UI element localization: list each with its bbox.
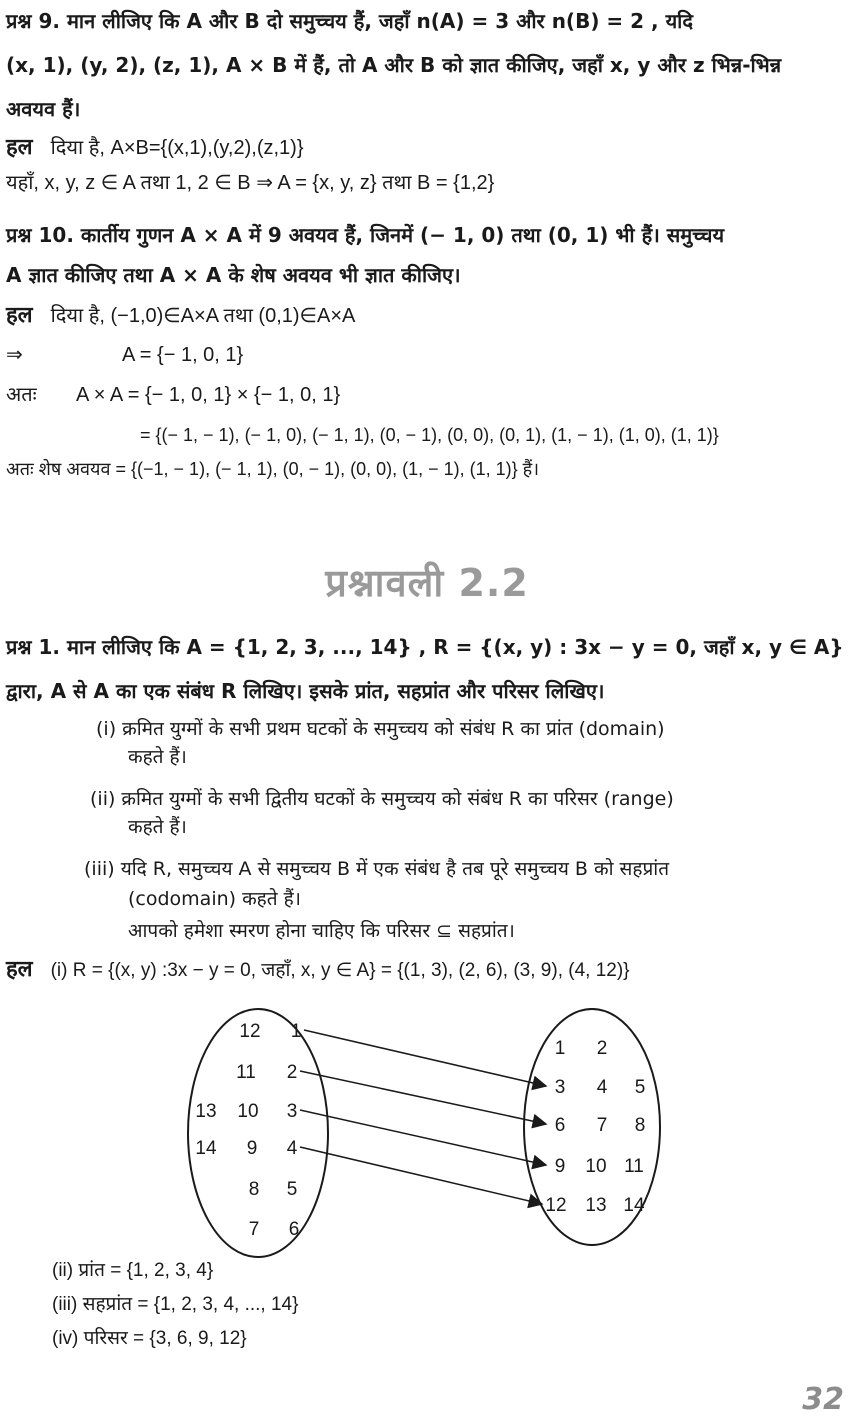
set-a-element: 2 — [286, 1062, 298, 1083]
set-b-element: 14 — [623, 1195, 645, 1216]
set-a-element: 4 — [286, 1138, 298, 1159]
set-a-element: 7 — [248, 1219, 260, 1240]
ex1-line-2: द्वारा, A से A का एक संबंध R लिखिए। इसके प्रांत, सहप्रांत और परिसर लिखिए। — [6, 679, 605, 703]
hal-label: हल — [6, 957, 33, 982]
q10-solution-2 — [6, 342, 243, 368]
set-b-element: 4 — [596, 1077, 608, 1098]
q9-solution-1-text: दिया है, A×B={(x,1),(y,2),(z,1)} — [50, 137, 304, 159]
q10-line-2: A ज्ञात कीजिए तथा A × A के शेष अवयव भी ज्ञात कीजिए। — [6, 263, 461, 287]
mapping-arrow — [300, 1071, 546, 1124]
exercise-title: प्रश्नावली 2.2 — [325, 561, 529, 605]
q9-solution-1 — [6, 134, 304, 161]
q9-solution-2: यहाँ, x, y, z ∈ A तथा 1, 2 ∈ B ⇒ A = {x, y, z} तथा B = {1,2} — [6, 172, 495, 194]
set-b-element: 2 — [596, 1038, 608, 1059]
note-i-line-2: कहते हैं। — [128, 746, 187, 768]
set-b-element: 3 — [554, 1077, 566, 1098]
set-b-element: 8 — [634, 1115, 646, 1136]
atah-label: अतः — [6, 384, 37, 406]
q10-solution-4: = {(− 1, − 1), (− 1, 0), (− 1, 1), (0, − 1), (0, 0), (0, 1), (1, − 1), (1, 0), (1, 1)} — [140, 425, 719, 445]
ex1-line-1: प्रश्न 1. मान लीजिए कि A = {1, 2, 3, ..., 14} , R = {(x, y) : 3x − y = 0, जहाँ x, y ∈ A} — [6, 635, 844, 659]
ex1-solution-iv: (iv) परिसर = {3, 6, 9, 12} — [52, 1328, 247, 1349]
q10-solution-5: अतः शेष अवयव = {(−1, − 1), (− 1, 1), (0, − 1), (0, 0), (1, − 1), (1, 1)} हैं। — [6, 459, 540, 479]
ex1-solution-iii: (iii) सहप्रांत = {1, 2, 3, 4, ..., 14} — [52, 1294, 299, 1315]
ex1-solution-i — [6, 956, 630, 984]
q9-line-2: (x, 1), (y, 2), (z, 1), A × B में हैं, तो A और B को ज्ञात कीजिए, जहाँ x, y और z भिन्न-भिन्न — [6, 53, 782, 77]
q10-solution-1-text: दिया है, (−1,0)∈A×A तथा (0,1)∈A×A — [50, 305, 356, 327]
set-b-element: 10 — [585, 1156, 607, 1177]
q10-solution-1 — [6, 302, 355, 329]
set-b-element: 5 — [634, 1077, 646, 1098]
set-b-element: 1 — [554, 1038, 566, 1059]
hal-label: हल — [6, 135, 33, 160]
q10-solution-2-text: A = {− 1, 0, 1} — [122, 344, 244, 366]
set-a-element: 3 — [286, 1101, 298, 1122]
set-a-element: 13 — [195, 1101, 217, 1122]
relation-arrow-diagram — [0, 1000, 854, 1270]
set-b-element: 13 — [585, 1195, 607, 1216]
q9-line-3: अवयव हैं। — [6, 97, 81, 121]
set-a-element: 10 — [237, 1101, 259, 1122]
note-iii-line-1: (iii) यदि R, समुच्चय A से समुच्चय B में एक संबंध है तब पूरे समुच्चय B को सहप्रांत — [84, 858, 670, 880]
mapping-arrow — [304, 1030, 546, 1086]
note-i-line-1: (i) क्रमित युग्मों के सभी प्रथम घटकों के समुच्चय को संबंध R का प्रांत (domain) — [96, 718, 665, 740]
set-b-element: 11 — [624, 1156, 644, 1177]
set-a-element: 5 — [286, 1179, 298, 1200]
set-a-element: 12 — [239, 1021, 261, 1042]
set-a-element: 11 — [236, 1062, 256, 1083]
set-a-element: 9 — [246, 1138, 258, 1159]
set-b-element: 6 — [554, 1115, 566, 1136]
set-a-element: 1 — [290, 1021, 302, 1042]
set-b-element: 12 — [545, 1195, 567, 1216]
mapping-arrow — [300, 1110, 546, 1165]
set-b-element: 9 — [554, 1156, 566, 1177]
q10-solution-3 — [6, 382, 340, 408]
mapping-arrows — [300, 1030, 546, 1204]
hal-label: हल — [6, 303, 33, 328]
set-a-element: 14 — [195, 1138, 217, 1159]
ex1-solution-i-text: (i) R = {(x, y) :3x − y = 0, जहाँ, x, y ∈ A} = {(1, 3), (2, 6), (3, 9), (4, 12)} — [50, 960, 630, 981]
q10-line-1: प्रश्न 10. कार्तीय गुणन A × A में 9 अवयव हैं, जिनमें (− 1, 0) तथा (0, 1) भी हैं। समुच्चय — [6, 223, 725, 247]
note-ii-line-1: (ii) क्रमित युग्मों के सभी द्वितीय घटकों के समुच्चय को संबंध R का परिसर (range) — [90, 788, 674, 810]
set-a-element: 6 — [288, 1219, 300, 1240]
set-b-elements — [545, 1038, 645, 1216]
note-iii-line-3: आपको हमेशा स्मरण होना चाहिए कि परिसर ⊆ सहप्रांत। — [128, 920, 515, 942]
set-a-element: 8 — [248, 1179, 260, 1200]
implies-symbol: ⇒ — [6, 344, 23, 366]
ex1-solution-ii: (ii) प्रांत = {1, 2, 3, 4} — [52, 1260, 214, 1281]
q9-line-1: प्रश्न 9. मान लीजिए कि A और B दो समुच्चय हैं, जहाँ n(A) = 3 और n(B) = 2 , यदि — [6, 9, 693, 33]
page-number: 32 — [802, 1382, 844, 1417]
set-b-element: 7 — [596, 1115, 608, 1136]
q10-solution-3-text: A × A = {− 1, 0, 1} × {− 1, 0, 1} — [76, 384, 341, 406]
note-ii-line-2: कहते हैं। — [128, 816, 187, 838]
note-iii-line-2: (codomain) कहते हैं। — [128, 888, 301, 910]
set-a-elements — [195, 1021, 301, 1240]
